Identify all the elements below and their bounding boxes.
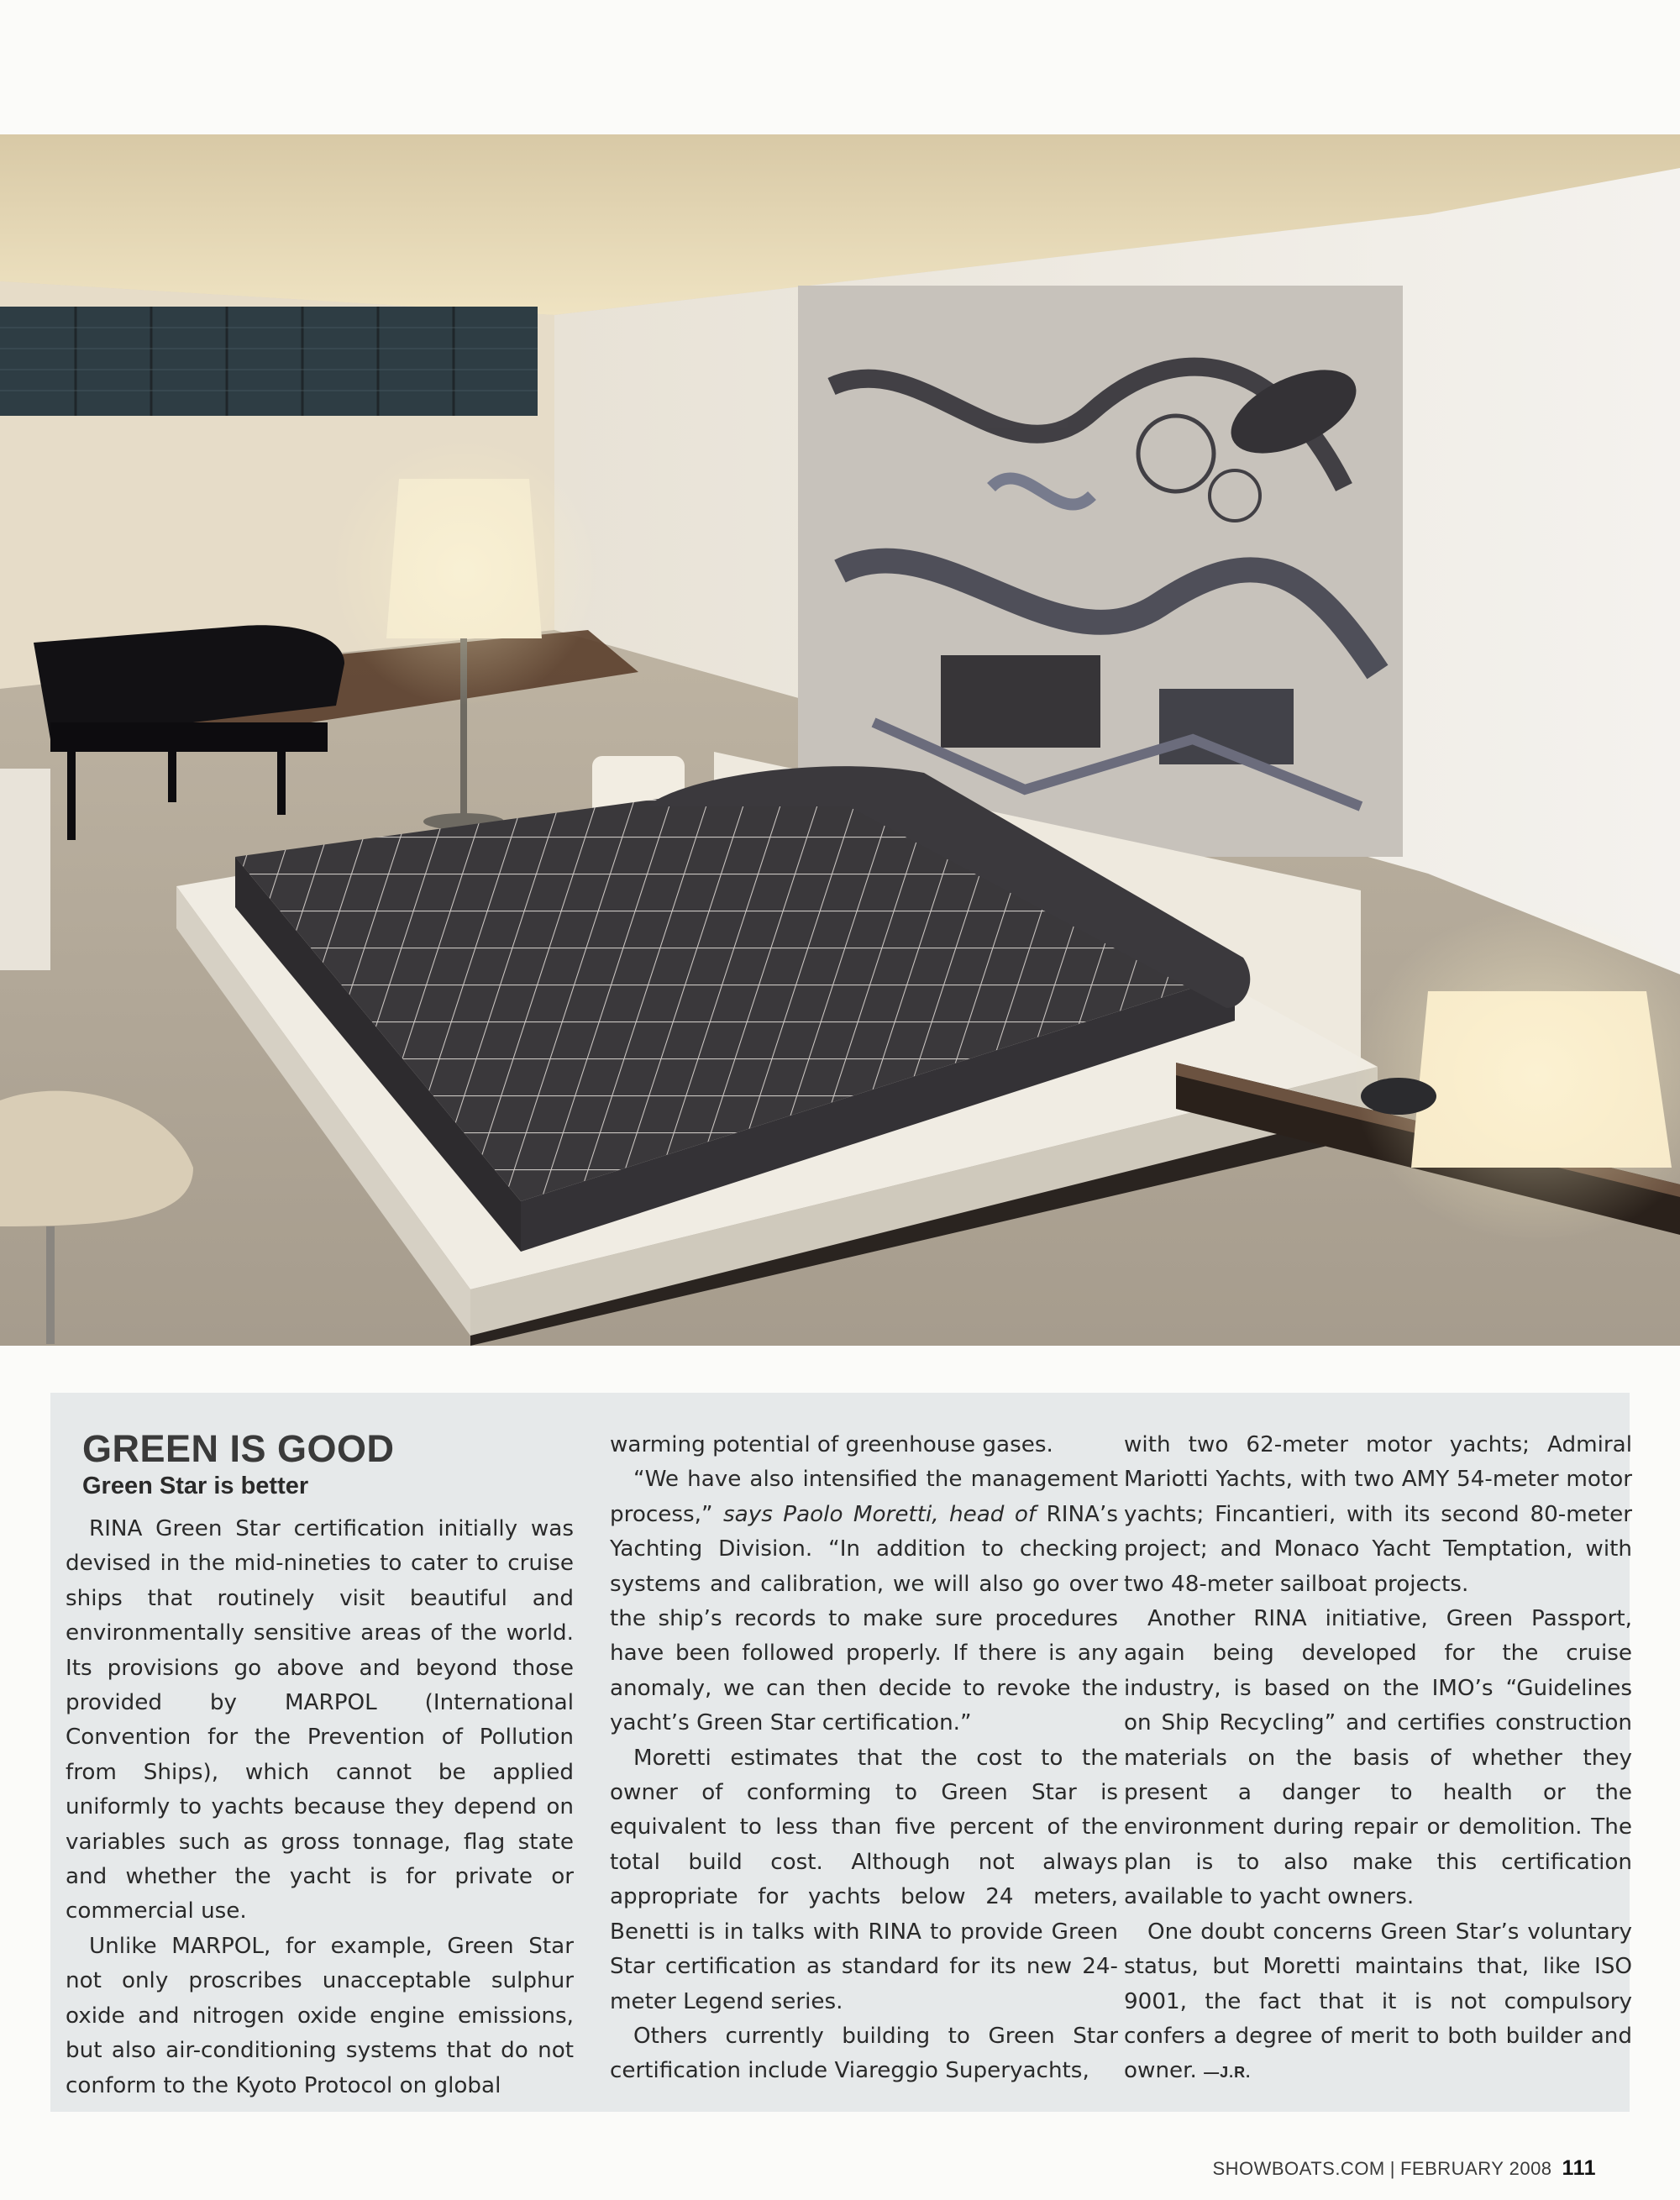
body-paragraph: with two 62-meter motor yachts; Admiral Mariotti Yachts, with two AMY 54-meter motor yachts; Fincantieri, with its second 80-meter project; and Monaco Yacht Temptation, with two 48-meter sailboat projects. <box>1124 1432 1632 1597</box>
body-paragraph: warming potential of greenhouse gases. <box>610 1432 1053 1457</box>
quote-attribution: says Paolo Moretti, head of <box>712 1501 1037 1527</box>
quote-text: “We have also intensified the management process,” <box>610 1467 1118 1527</box>
quote-continuation: RINA’s Yachting Division. “In addition to checking systems and calibration, we will also go over the ship’s records to make sure procedures have been followed properly. If there is any anomaly, we can then decide to revoke the yacht’s Green Star certification.” <box>610 1501 1118 1736</box>
body-paragraph: Moretti estimates that the cost to the owner of conforming to Green Star is equivalent to less than five percent of the total build cost. Although not always appropriate for yachts below 24 meters, Benetti is in talks with RINA to provide Green Star certification as standard for its new 24-meter Legend series. <box>610 1745 1118 2014</box>
page-number: 111 <box>1562 2156 1596 2180</box>
sidebar-green-is-good <box>50 1393 1630 2112</box>
footer-issue: FEBRUARY 2008 <box>1399 2158 1552 2179</box>
page-footer <box>1212 2156 1596 2181</box>
sidebar-column-3 <box>1124 1428 1632 2091</box>
footer-site: SHOWBOATS.COM <box>1212 2158 1385 2179</box>
sidebar-column-2 <box>610 1428 1118 2089</box>
footer-separator: | <box>1389 2158 1395 2179</box>
body-paragraph: Another RINA initiative, Green Passport, again being developed for the cruise industry, is based on the IMO’s “Guidelines on Ship Recycling” and certifies construction materials on the basis of whether they present a danger to health or the environment during repair or demolition. The plan is to also make this certification available to yacht owners. <box>1124 1606 1632 1910</box>
body-paragraph: Others currently building to Green Star certification include Viareggio Superyachts, <box>610 2023 1118 2084</box>
body-paragraph: RINA Green Star certification initially was devised in the mid-nineties to cater to cruise ships that routinely visit beautiful and environmentally sensitive areas of the world. Its provisions go above and beyond those provided by MARPOL (International Convention for the Prevention of Pollution from Ships), which cannot be applied uniformly to yachts because they depend on variables such as gross tonnage, flag state and whether the yacht is for private or commercial use. <box>66 1516 574 1924</box>
sidebar-column-1 <box>66 1428 574 2103</box>
body-paragraph-final <box>1124 1915 1632 2091</box>
author-signature: —J.R. <box>1204 2064 1252 2082</box>
stateroom-illustration <box>0 134 1680 1346</box>
body-paragraph: Unlike MARPOL, for example, Green Star not only proscribes unacceptable sulphur oxide and nitrogen oxide engine emissions, but also air-conditioning systems that do not conform to the Kyoto Protocol on global <box>66 1933 574 2098</box>
body-paragraph-quote <box>610 1462 1118 1741</box>
final-text: One doubt concerns Green Star’s voluntary status, but Moretti maintains that, like ISO 9001, the fact that it is not compulsory confers a degree of merit to both builder and owner. <box>1124 1919 1632 2084</box>
sidebar-headline: GREEN IS GOOD <box>82 1427 395 1470</box>
sidebar-subhead: Green Star is better <box>82 1473 309 1499</box>
photo-yacht-stateroom <box>0 134 1680 1346</box>
